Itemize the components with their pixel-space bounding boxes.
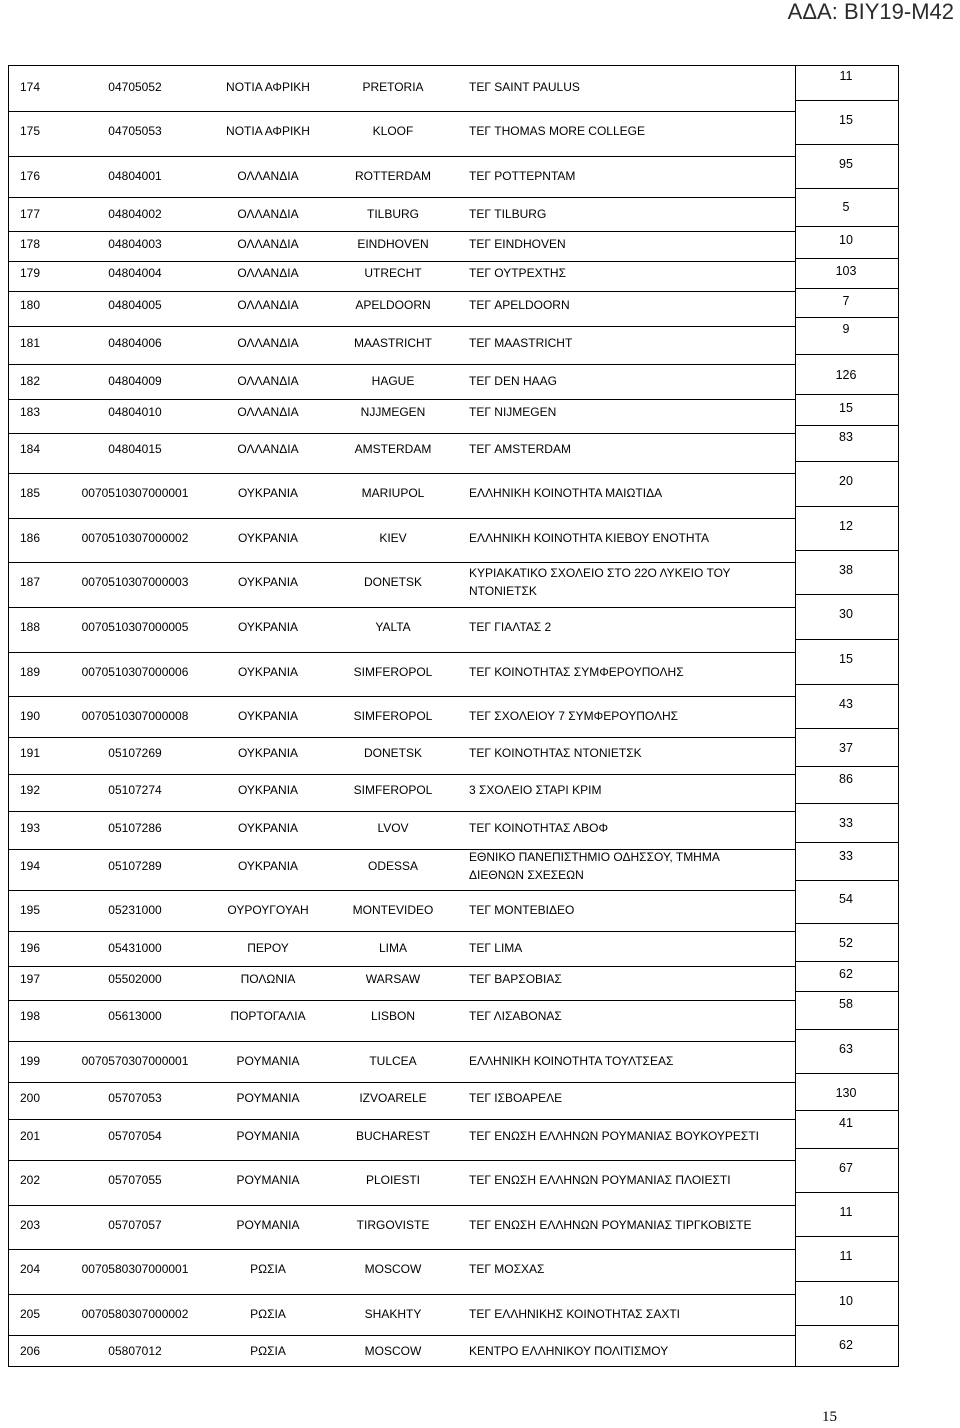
row-country: ΡΟΥΜΑΝΙΑ — [236, 1218, 300, 1232]
row-number: 198 — [20, 1009, 41, 1023]
row-number: 178 — [20, 237, 41, 251]
row-number: 180 — [20, 298, 41, 312]
row-divider — [8, 473, 796, 474]
table-row — [0, 123, 795, 139]
table-row — [0, 940, 795, 956]
row-school: ΤΕΓ DEN HAAG — [469, 374, 557, 388]
table-row — [0, 1306, 795, 1322]
row-divider — [795, 550, 899, 551]
table-row — [0, 902, 795, 918]
row-city: PLOIESTI — [365, 1173, 421, 1187]
row-school: ΤΕΓ ΒΑΡΣΟΒΙΑΣ — [469, 972, 562, 986]
row-divider — [8, 1119, 796, 1120]
row-divider — [795, 258, 899, 259]
row-divider — [8, 774, 796, 775]
row-city: ROTTERDAM — [355, 169, 431, 183]
row-number: 191 — [20, 746, 41, 760]
row-divider — [8, 1366, 899, 1367]
count-cell: 95 — [839, 157, 853, 171]
row-city: SIMFEROPOL — [353, 665, 433, 679]
row-school: ΤΕΓ MAASTRICHT — [469, 336, 573, 350]
count-cell: 15 — [839, 113, 853, 127]
row-number: 186 — [20, 531, 41, 545]
row-city: PRETORIA — [362, 80, 424, 94]
row-code: 0070580307000001 — [81, 1262, 189, 1276]
row-city: MAASTRICHT — [354, 336, 432, 350]
row-country: ΟΛΛΑΝΔΙΑ — [237, 336, 299, 350]
row-country: ΟΥΚΡΑΝΙΑ — [237, 709, 299, 723]
table-row — [0, 566, 795, 598]
row-city: SIMFEROPOL — [353, 709, 433, 723]
count-cell: 86 — [839, 772, 853, 786]
row-number: 205 — [20, 1307, 41, 1321]
row-divider — [795, 991, 899, 992]
row-city: DONETSK — [363, 746, 422, 760]
row-country: ΠΕΡΟΥ — [247, 941, 289, 955]
row-city: APELDOORN — [355, 298, 431, 312]
row-school: ΤΕΓ ΡΟΤΤΕΡΝΤΑΜ — [469, 169, 576, 183]
count-cell: 11 — [839, 1205, 853, 1219]
row-country: ΟΛΛΑΝΔΙΑ — [237, 298, 299, 312]
count-cell: 126 — [835, 368, 857, 382]
row-number: 188 — [20, 620, 41, 634]
table-row — [0, 373, 795, 389]
row-divider — [8, 1160, 796, 1161]
row-divider — [8, 231, 796, 232]
row-code: 05502000 — [108, 972, 162, 986]
row-country: ΟΛΛΑΝΔΙΑ — [237, 442, 299, 456]
row-country: ΠΟΛΩΝΙΑ — [240, 972, 296, 986]
row-divider — [8, 737, 796, 738]
row-country: ΠΟΡΤΟΓΑΛΙΑ — [230, 1009, 306, 1023]
count-cell: 33 — [839, 816, 853, 830]
row-city: LIMA — [378, 941, 407, 955]
table-row — [0, 404, 795, 420]
row-number: 181 — [20, 336, 41, 350]
row-school: ΤΕΓ ΚΟΙΝΟΤΗΤΑΣ ΣΥΜΦΕΡΟΥΠΟΛΗΣ — [469, 665, 684, 679]
row-school: 3 ΣΧΟΛΕΙΟ ΣΤΑΡΙ ΚΡΙΜ — [469, 783, 602, 797]
row-number: 200 — [20, 1091, 41, 1105]
row-divider — [795, 1236, 899, 1237]
row-divider — [8, 890, 796, 891]
row-code: 04804009 — [108, 374, 162, 388]
count-cell: 5 — [842, 200, 850, 214]
row-number: 203 — [20, 1218, 41, 1232]
row-country: ΡΟΥΜΑΝΙΑ — [236, 1129, 300, 1143]
row-country: ΟΥΚΡΑΝΙΑ — [237, 665, 299, 679]
row-city: TIRGOVISTE — [356, 1218, 430, 1232]
row-school: ΤΕΓ ΚΟΙΝΟΤΗΤΑΣ ΛΒΟΦ — [469, 821, 609, 835]
count-cell: 12 — [839, 519, 853, 533]
row-divider — [795, 842, 899, 843]
row-country: ΟΛΛΑΝΔΙΑ — [237, 266, 299, 280]
row-school: ΤΕΓ THOMAS MORE COLLEGE — [469, 124, 645, 138]
table-row — [0, 1008, 795, 1024]
row-number: 187 — [20, 575, 41, 589]
row-city: LVOV — [377, 821, 409, 835]
table-row — [0, 1172, 795, 1188]
row-code: 0070510307000005 — [81, 620, 189, 634]
row-country: ΟΥΚΡΑΝΙΑ — [237, 486, 299, 500]
row-divider — [795, 923, 899, 924]
row-code: 05613000 — [108, 1009, 162, 1023]
row-number: 196 — [20, 941, 41, 955]
row-code: 04705052 — [108, 80, 162, 94]
count-cell: 41 — [839, 1116, 853, 1130]
count-cell: 15 — [839, 401, 853, 415]
row-divider — [8, 696, 796, 697]
row-country: ΟΥΚΡΑΝΙΑ — [237, 531, 299, 545]
row-code: 0070580307000002 — [81, 1307, 189, 1321]
row-school: ΕΛΛΗΝΙΚΗ ΚΟΙΝΟΤΗΤΑ ΚΙΕΒΟΥ ΕΝΟΤΗΤΑ — [469, 531, 709, 545]
row-divider — [8, 1335, 796, 1336]
row-number: 184 — [20, 442, 41, 456]
row-country: ΡΟΥΜΑΝΙΑ — [236, 1173, 300, 1187]
row-school: ΤΕΓ ΟΥΤΡΕΧΤΗΣ — [469, 266, 566, 280]
row-school: ΚΥΡΙΑΚΑΤΙΚΟ ΣΧΟΛΕΙΟ ΣΤΟ 22Ο ΛΥΚΕΙΟ ΤΟΥ ΝΤΟΝΙΕΤΣΚ — [469, 566, 731, 598]
row-divider — [8, 65, 899, 66]
row-number: 190 — [20, 709, 41, 723]
row-code: 04804001 — [108, 169, 162, 183]
row-country: ΟΥΡΟΥΓΟΥΑΗ — [227, 903, 309, 917]
row-school: ΤΕΓ ΚΟΙΝΟΤΗΤΑΣ ΝΤΟΝΙΕΤΣΚ — [469, 746, 642, 760]
row-divider — [8, 966, 796, 967]
table-row — [0, 265, 795, 281]
table-row — [0, 297, 795, 313]
count-cell: 38 — [839, 563, 853, 577]
row-code: 04804002 — [108, 207, 162, 221]
row-code: 0070570307000001 — [81, 1054, 189, 1068]
table-row — [0, 1128, 795, 1144]
count-cell: 63 — [839, 1042, 853, 1056]
count-cell: 33 — [839, 849, 853, 863]
row-city: KIEV — [379, 531, 407, 545]
row-number: 199 — [20, 1054, 41, 1068]
row-number: 206 — [20, 1344, 41, 1358]
row-divider — [8, 1000, 796, 1001]
row-code: 04804015 — [108, 442, 162, 456]
row-number: 197 — [20, 972, 41, 986]
row-country: ΝΟΤΙΑ ΑΦΡΙΚΗ — [226, 80, 310, 94]
table-row — [0, 971, 795, 987]
row-number: 179 — [20, 266, 41, 280]
row-code: 05707057 — [108, 1218, 162, 1232]
row-country: ΟΛΛΑΝΔΙΑ — [237, 237, 299, 251]
table-row — [0, 664, 795, 680]
row-divider — [795, 1073, 899, 1074]
table-row — [0, 1053, 795, 1069]
row-divider — [795, 100, 899, 101]
row-city: MARIUPOL — [361, 486, 425, 500]
row-code: 04705053 — [108, 124, 162, 138]
row-school: ΤΕΓ ΜΟΝΤΕΒΙΔΕΟ — [469, 903, 575, 917]
row-divider — [795, 961, 899, 962]
row-number: 176 — [20, 169, 41, 183]
count-cell: 54 — [839, 892, 853, 906]
row-country: ΡΩΣΙΑ — [250, 1307, 286, 1321]
row-country: ΟΥΚΡΑΝΙΑ — [237, 746, 299, 760]
row-number: 195 — [20, 903, 41, 917]
row-number: 204 — [20, 1262, 41, 1276]
row-divider — [795, 226, 899, 227]
row-country: ΡΩΣΙΑ — [250, 1344, 286, 1358]
row-code: 0070510307000006 — [81, 665, 189, 679]
row-divider — [8, 1205, 796, 1206]
row-code: 0070510307000001 — [81, 486, 189, 500]
row-divider — [795, 1110, 899, 1111]
row-number: 194 — [20, 859, 41, 873]
row-school: ΕΘΝΙΚΟ ΠΑΝΕΠΙΣΤΗΜΙΟ ΟΔΗΣΣΟΥ, ΤΜΗΜΑ ΔΙΕΘΝΩΝ ΣΧΕΣΕΩΝ — [469, 850, 720, 882]
row-code: 05807012 — [108, 1344, 162, 1358]
row-divider — [8, 652, 796, 653]
row-divider — [795, 188, 899, 189]
row-city: EINDHOVEN — [357, 237, 429, 251]
row-number: 193 — [20, 821, 41, 835]
row-country: ΡΩΣΙΑ — [250, 1262, 286, 1276]
table-row — [0, 619, 795, 635]
count-cell: 37 — [839, 741, 853, 755]
row-divider — [8, 111, 796, 112]
row-school: ΤΕΓ SAINT PAULUS — [469, 80, 580, 94]
row-divider — [795, 594, 899, 595]
table-row — [0, 1261, 795, 1277]
row-city: UTRECHT — [364, 266, 422, 280]
row-number: 189 — [20, 665, 41, 679]
row-code: 04804003 — [108, 237, 162, 251]
row-country: ΟΛΛΑΝΔΙΑ — [237, 207, 299, 221]
row-number: 185 — [20, 486, 41, 500]
count-cell: 83 — [839, 430, 853, 444]
count-cell: 67 — [839, 1161, 853, 1175]
row-city: ODESSA — [367, 859, 418, 873]
row-city: SIMFEROPOL — [353, 783, 433, 797]
row-code: 0070510307000003 — [81, 575, 189, 589]
row-school: ΤΕΓ ΙΣΒΟΑΡΕΛΕ — [469, 1091, 563, 1105]
row-school: ΤΕΓ ΕΝΩΣΗ ΕΛΛΗΝΩΝ ΡΟΥΜΑΝΙΑΣ ΒΟΥΚΟΥΡΕΣΤΙ — [469, 1129, 760, 1143]
row-divider — [795, 1281, 899, 1282]
row-code: 05107286 — [108, 821, 162, 835]
table-row — [0, 782, 795, 798]
count-cell: 30 — [839, 607, 853, 621]
row-divider — [8, 261, 796, 262]
row-school: ΤΕΓ ΜΟΣΧΑΣ — [469, 1262, 545, 1276]
table-row — [0, 530, 795, 546]
row-number: 175 — [20, 124, 41, 138]
row-divider — [795, 425, 899, 426]
row-school: ΤΕΓ ΕΝΩΣΗ ΕΛΛΗΝΩΝ ΡΟΥΜΑΝΙΑΣ ΤΙΡΓΚΟΒΙΣΤΕ — [469, 1218, 752, 1232]
count-cell: 9 — [842, 322, 850, 336]
row-school: ΤΕΓ NIJMEGEN — [469, 405, 557, 419]
row-city: DONETSK — [363, 575, 422, 589]
row-divider — [8, 931, 796, 932]
table-row — [0, 708, 795, 724]
row-city: TULCEA — [369, 1054, 417, 1068]
row-divider — [795, 461, 899, 462]
row-country: ΟΥΚΡΑΝΙΑ — [237, 783, 299, 797]
row-divider — [795, 288, 899, 289]
row-city: HAGUE — [371, 374, 415, 388]
row-divider — [795, 639, 899, 640]
row-city: TILBURG — [366, 207, 419, 221]
row-school: ΤΕΓ EINDHOVEN — [469, 237, 566, 251]
row-city: SHAKHTY — [364, 1307, 422, 1321]
row-city: KLOOF — [372, 124, 414, 138]
row-city: MOSCOW — [364, 1262, 422, 1276]
row-divider — [795, 1148, 899, 1149]
table-row — [0, 745, 795, 761]
row-number: 202 — [20, 1173, 41, 1187]
row-country: ΟΛΛΑΝΔΙΑ — [237, 374, 299, 388]
row-number: 182 — [20, 374, 41, 388]
row-code: 05707053 — [108, 1091, 162, 1105]
row-school: ΤΕΓ ΛΙΣΑΒΟΝΑΣ — [469, 1009, 562, 1023]
row-city: IZVOARELE — [359, 1091, 427, 1105]
row-code: 05707054 — [108, 1129, 162, 1143]
table-row — [0, 1343, 795, 1359]
row-school: ΕΛΛΗΝΙΚΗ ΚΟΙΝΟΤΗΤΑ ΜΑΙΩΤΙΔΑ — [469, 486, 663, 500]
row-divider — [8, 433, 796, 434]
row-divider — [8, 156, 796, 157]
count-cell: 11 — [839, 1249, 853, 1263]
count-cell: 11 — [839, 69, 853, 83]
row-city: AMSTERDAM — [354, 442, 432, 456]
row-country: ΟΛΛΑΝΔΙΑ — [237, 405, 299, 419]
row-code: 05431000 — [108, 941, 162, 955]
row-divider — [795, 803, 899, 804]
row-divider — [8, 1294, 796, 1295]
row-number: 201 — [20, 1129, 41, 1143]
row-city: YALTA — [375, 620, 411, 634]
row-school: ΤΕΓ TILBURG — [469, 207, 547, 221]
row-divider — [8, 607, 796, 608]
row-divider — [795, 684, 899, 685]
row-divider — [8, 399, 796, 400]
row-country: ΟΥΚΡΑΝΙΑ — [237, 620, 299, 634]
count-cell: 10 — [839, 1294, 853, 1308]
row-divider — [8, 197, 796, 198]
row-country: ΡΟΥΜΑΝΙΑ — [236, 1054, 300, 1068]
row-divider — [8, 518, 796, 519]
row-city: MONTEVIDEO — [352, 903, 434, 917]
row-school: ΤΕΓ ΣΧΟΛΕΙΟΥ 7 ΣΥΜΦΕΡΟΥΠΟΛΗΣ — [469, 709, 679, 723]
row-number: 183 — [20, 405, 41, 419]
count-cell: 20 — [839, 474, 853, 488]
row-country: ΝΟΤΙΑ ΑΦΡΙΚΗ — [226, 124, 310, 138]
row-city: LISBON — [370, 1009, 415, 1023]
table-row — [0, 335, 795, 351]
row-number: 174 — [20, 80, 41, 94]
row-city: WARSAW — [365, 972, 421, 986]
table-row — [0, 820, 795, 836]
table-row — [0, 485, 795, 501]
table-row — [0, 1090, 795, 1106]
row-school: ΤΕΓ APELDOORN — [469, 298, 570, 312]
table-row — [0, 79, 795, 95]
count-cell: 43 — [839, 697, 853, 711]
row-code: 04804004 — [108, 266, 162, 280]
row-divider — [8, 364, 796, 365]
row-divider — [795, 144, 899, 145]
row-code: 04804005 — [108, 298, 162, 312]
row-school: ΤΕΓ ΕΝΩΣΗ ΕΛΛΗΝΩΝ ΡΟΥΜΑΝΙΑΣ ΠΛΟΙΕΣΤΙ — [469, 1173, 731, 1187]
row-divider — [795, 354, 899, 355]
row-code: 05707055 — [108, 1173, 162, 1187]
row-divider — [795, 1029, 899, 1030]
row-country: ΟΥΚΡΑΝΙΑ — [237, 575, 299, 589]
count-cell: 103 — [835, 264, 857, 278]
row-country: ΟΛΛΑΝΔΙΑ — [237, 169, 299, 183]
row-code: 0070510307000008 — [81, 709, 189, 723]
row-divider — [795, 728, 899, 729]
row-divider — [8, 326, 796, 327]
row-divider — [8, 811, 796, 812]
row-city: MOSCOW — [364, 1344, 422, 1358]
row-school: ΕΛΛΗΝΙΚΗ ΚΟΙΝΟΤΗΤΑ ΤΟΥΛΤΣΕΑΣ — [469, 1054, 674, 1068]
row-country: ΡΟΥΜΑΝΙΑ — [236, 1091, 300, 1105]
row-school: ΤΕΓ AMSTERDAM — [469, 442, 571, 456]
ada-header: ΑΔΑ: ΒΙΥ19-Μ42 — [787, 0, 954, 24]
row-divider — [795, 1192, 899, 1193]
row-divider — [795, 1325, 899, 1326]
row-school: ΤΕΓ ΓΙΑΛΤΑΣ 2 — [469, 620, 552, 634]
table-row — [0, 850, 795, 882]
row-code: 05231000 — [108, 903, 162, 917]
table-row — [0, 236, 795, 252]
row-code: 05107289 — [108, 859, 162, 873]
row-divider — [795, 394, 899, 395]
row-divider — [8, 1041, 796, 1042]
row-school: ΤΕΓ LIMA — [469, 941, 523, 955]
row-city: NJJMEGEN — [360, 405, 426, 419]
table-row — [0, 441, 795, 457]
row-divider — [795, 880, 899, 881]
count-cell: 10 — [839, 233, 853, 247]
table-row — [0, 168, 795, 184]
count-cell: 58 — [839, 997, 853, 1011]
row-divider — [8, 1082, 796, 1083]
row-country: ΟΥΚΡΑΝΙΑ — [237, 821, 299, 835]
count-cell: 7 — [842, 294, 850, 308]
row-divider — [795, 766, 899, 767]
row-divider — [795, 506, 899, 507]
row-code: 0070510307000002 — [81, 531, 189, 545]
count-cell: 62 — [839, 1338, 853, 1352]
row-code: 05107269 — [108, 746, 162, 760]
row-divider — [795, 317, 899, 318]
row-code: 04804010 — [108, 405, 162, 419]
count-cell: 15 — [839, 652, 853, 666]
table-row — [0, 206, 795, 222]
page-number: 15 — [822, 1409, 837, 1425]
row-code: 04804006 — [108, 336, 162, 350]
count-cell: 52 — [839, 936, 853, 950]
row-divider — [8, 562, 796, 563]
row-divider — [8, 291, 796, 292]
row-school: ΚΕΝΤΡΟ ΕΛΛΗΝΙΚΟΥ ΠΟΛΙΤΙΣΜΟΥ — [469, 1344, 669, 1358]
count-cell: 130 — [835, 1086, 857, 1100]
table-row — [0, 1217, 795, 1233]
row-code: 05107274 — [108, 783, 162, 797]
row-city: BUCHAREST — [355, 1129, 430, 1143]
count-cell: 62 — [839, 967, 853, 981]
row-country: ΟΥΚΡΑΝΙΑ — [237, 859, 299, 873]
row-number: 177 — [20, 207, 41, 221]
row-number: 192 — [20, 783, 41, 797]
row-divider — [8, 1249, 796, 1250]
table-border — [898, 65, 899, 1366]
row-school: ΤΕΓ ΕΛΛΗΝΙΚΗΣ ΚΟΙΝΟΤΗΤΑΣ ΣΑΧΤΙ — [469, 1307, 680, 1321]
